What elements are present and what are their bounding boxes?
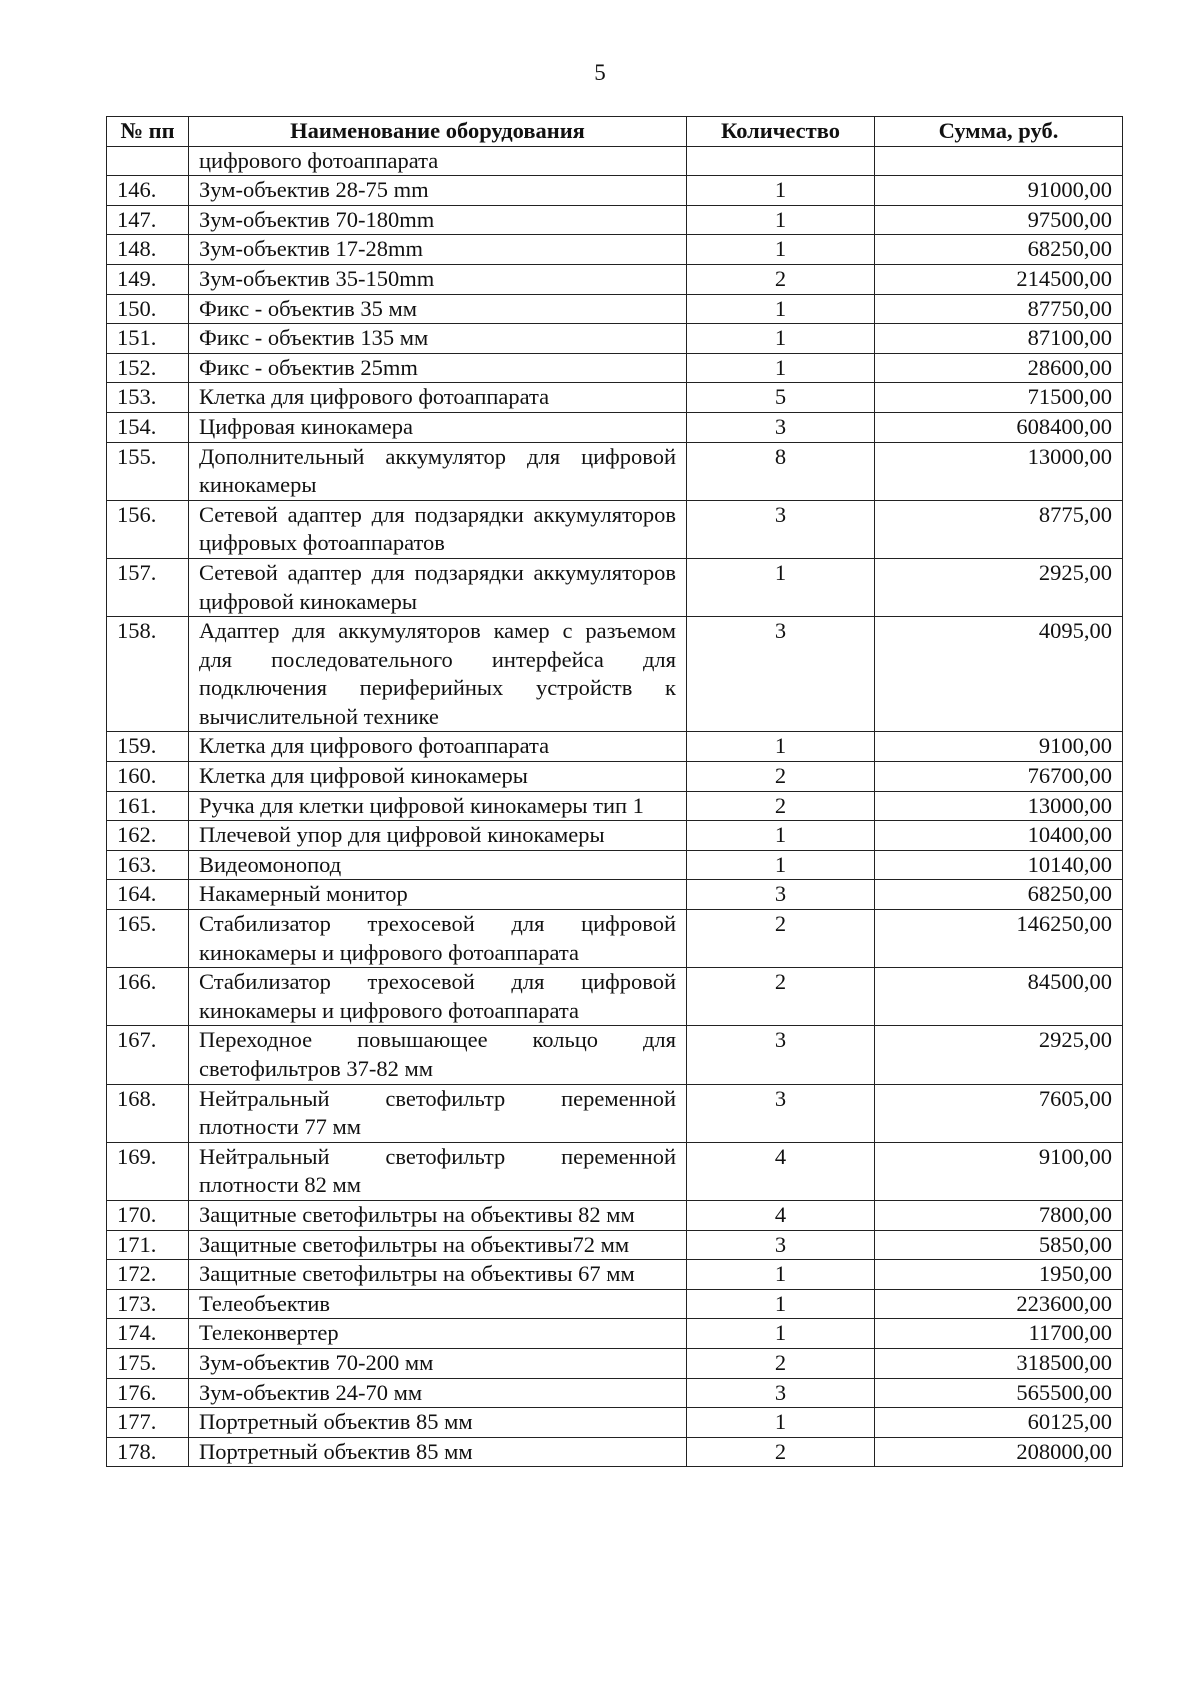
equipment-name-cell: Стабилизатор трехосевой для цифровой кинокамеры и цифрового фотоаппарата <box>189 910 687 968</box>
sum-cell: 28600,00 <box>875 353 1123 383</box>
quantity-cell: 1 <box>687 732 875 762</box>
row-number-cell: 151. <box>107 324 189 354</box>
equipment-name-cell: Плечевой упор для цифровой кинокамеры <box>189 821 687 851</box>
row-number-cell: 176. <box>107 1378 189 1408</box>
sum-cell: 4095,00 <box>875 617 1123 732</box>
table-row <box>107 880 1123 910</box>
table-row <box>107 324 1123 354</box>
quantity-cell: 1 <box>687 850 875 880</box>
row-number-cell: 165. <box>107 910 189 968</box>
row-number-cell: 171. <box>107 1230 189 1260</box>
equipment-name-cell: Защитные светофильтры на объективы72 мм <box>189 1230 687 1260</box>
header-number: № пп <box>107 117 189 147</box>
table-row <box>107 412 1123 442</box>
sum-cell: 2925,00 <box>875 1026 1123 1084</box>
sum-cell: 71500,00 <box>875 383 1123 413</box>
table-row <box>107 910 1123 968</box>
quantity-cell: 1 <box>687 205 875 235</box>
table-row <box>107 762 1123 792</box>
row-number-cell <box>107 146 189 176</box>
equipment-name-cell: Сетевой адаптер для подзарядки аккумуляторов цифровой кинокамеры <box>189 558 687 616</box>
table-row <box>107 1289 1123 1319</box>
quantity-cell: 3 <box>687 880 875 910</box>
quantity-cell: 1 <box>687 558 875 616</box>
quantity-cell: 8 <box>687 442 875 500</box>
sum-cell: 146250,00 <box>875 910 1123 968</box>
sum-cell: 97500,00 <box>875 205 1123 235</box>
quantity-cell: 3 <box>687 500 875 558</box>
row-number-cell: 170. <box>107 1200 189 1230</box>
equipment-name-cell: Защитные светофильтры на объективы 82 мм <box>189 1200 687 1230</box>
row-number-cell: 153. <box>107 383 189 413</box>
quantity-cell: 2 <box>687 968 875 1026</box>
sum-cell: 91000,00 <box>875 176 1123 206</box>
quantity-cell: 1 <box>687 1289 875 1319</box>
sum-cell: 9100,00 <box>875 1142 1123 1200</box>
row-number-cell: 162. <box>107 821 189 851</box>
row-number-cell: 148. <box>107 235 189 265</box>
quantity-cell: 1 <box>687 324 875 354</box>
quantity-cell: 2 <box>687 1348 875 1378</box>
sum-cell: 84500,00 <box>875 968 1123 1026</box>
equipment-name-cell: Цифровая кинокамера <box>189 412 687 442</box>
quantity-cell: 3 <box>687 617 875 732</box>
row-number-cell: 150. <box>107 294 189 324</box>
table-body <box>107 146 1123 1467</box>
page-number: 5 <box>594 60 606 85</box>
row-number-cell: 163. <box>107 850 189 880</box>
sum-cell: 1950,00 <box>875 1260 1123 1290</box>
quantity-cell: 3 <box>687 1084 875 1142</box>
equipment-name-cell: Клетка для цифровой кинокамеры <box>189 762 687 792</box>
equipment-name-cell: Телеконвертер <box>189 1319 687 1349</box>
row-number-cell: 157. <box>107 558 189 616</box>
row-number-cell: 168. <box>107 1084 189 1142</box>
equipment-table <box>106 116 1123 1467</box>
equipment-name-cell: Фикс - объектив 25mm <box>189 353 687 383</box>
sum-cell <box>875 146 1123 176</box>
quantity-cell: 3 <box>687 1026 875 1084</box>
quantity-cell: 2 <box>687 910 875 968</box>
table-row <box>107 1084 1123 1142</box>
table-row <box>107 558 1123 616</box>
table-row <box>107 1437 1123 1467</box>
sum-cell: 68250,00 <box>875 235 1123 265</box>
equipment-name-cell: Сетевой адаптер для подзарядки аккумуляторов цифровых фотоаппаратов <box>189 500 687 558</box>
table-row <box>107 791 1123 821</box>
table-row <box>107 1200 1123 1230</box>
quantity-cell: 1 <box>687 294 875 324</box>
sum-cell: 318500,00 <box>875 1348 1123 1378</box>
quantity-cell: 2 <box>687 791 875 821</box>
sum-cell: 87100,00 <box>875 324 1123 354</box>
row-number-cell: 159. <box>107 732 189 762</box>
row-number-cell: 158. <box>107 617 189 732</box>
equipment-name-cell: Фикс - объектив 35 мм <box>189 294 687 324</box>
table-row <box>107 732 1123 762</box>
equipment-name-cell: Видеомонопод <box>189 850 687 880</box>
quantity-cell: 4 <box>687 1142 875 1200</box>
equipment-name-cell: цифрового фотоаппарата <box>189 146 687 176</box>
equipment-name-cell: Защитные светофильтры на объективы 67 мм <box>189 1260 687 1290</box>
row-number-cell: 164. <box>107 880 189 910</box>
sum-cell: 87750,00 <box>875 294 1123 324</box>
table-row <box>107 205 1123 235</box>
row-number-cell: 149. <box>107 264 189 294</box>
row-number-cell: 175. <box>107 1348 189 1378</box>
sum-cell: 11700,00 <box>875 1319 1123 1349</box>
sum-cell: 8775,00 <box>875 500 1123 558</box>
table-row <box>107 1026 1123 1084</box>
sum-cell: 208000,00 <box>875 1437 1123 1467</box>
row-number-cell: 152. <box>107 353 189 383</box>
row-number-cell: 172. <box>107 1260 189 1290</box>
table-row <box>107 146 1123 176</box>
equipment-name-cell: Адаптер для аккумуляторов камер с разъемом для последовательного интерфейса для подключения периферийных устройств к вычислительной технике <box>189 617 687 732</box>
equipment-name-cell: Фикс - объектив 135 мм <box>189 324 687 354</box>
header-quantity: Количество <box>687 117 875 147</box>
quantity-cell: 3 <box>687 412 875 442</box>
sum-cell: 10140,00 <box>875 850 1123 880</box>
quantity-cell: 2 <box>687 264 875 294</box>
row-number-cell: 161. <box>107 791 189 821</box>
quantity-cell: 1 <box>687 821 875 851</box>
sum-cell: 608400,00 <box>875 412 1123 442</box>
table-row <box>107 1348 1123 1378</box>
table-row <box>107 353 1123 383</box>
table-row <box>107 264 1123 294</box>
sum-cell: 223600,00 <box>875 1289 1123 1319</box>
row-number-cell: 173. <box>107 1289 189 1319</box>
quantity-cell: 1 <box>687 1260 875 1290</box>
equipment-name-cell: Переходное повышающее кольцо для светофильтров 37-82 мм <box>189 1026 687 1084</box>
table-row <box>107 1378 1123 1408</box>
equipment-name-cell: Нейтральный светофильтр переменной плотности 77 мм <box>189 1084 687 1142</box>
quantity-cell: 3 <box>687 1378 875 1408</box>
header-equipment-name: Наименование оборудования <box>189 117 687 147</box>
equipment-name-cell: Ручка для клетки цифровой кинокамеры тип 1 <box>189 791 687 821</box>
sum-cell: 2925,00 <box>875 558 1123 616</box>
row-number-cell: 160. <box>107 762 189 792</box>
row-number-cell: 166. <box>107 968 189 1026</box>
table-row <box>107 235 1123 265</box>
table-row <box>107 1142 1123 1200</box>
sum-cell: 7800,00 <box>875 1200 1123 1230</box>
table-row <box>107 383 1123 413</box>
header-sum: Сумма, руб. <box>875 117 1123 147</box>
table-row <box>107 850 1123 880</box>
table-row <box>107 1260 1123 1290</box>
equipment-name-cell: Нейтральный светофильтр переменной плотности 82 мм <box>189 1142 687 1200</box>
sum-cell: 13000,00 <box>875 442 1123 500</box>
table-row <box>107 1408 1123 1438</box>
equipment-name-cell: Клетка для цифрового фотоаппарата <box>189 383 687 413</box>
sum-cell: 10400,00 <box>875 821 1123 851</box>
equipment-name-cell: Телеобъектив <box>189 1289 687 1319</box>
equipment-name-cell: Зум-объектив 70-180mm <box>189 205 687 235</box>
equipment-name-cell: Зум-объектив 70-200 мм <box>189 1348 687 1378</box>
quantity-cell: 4 <box>687 1200 875 1230</box>
sum-cell: 60125,00 <box>875 1408 1123 1438</box>
quantity-cell: 5 <box>687 383 875 413</box>
row-number-cell: 156. <box>107 500 189 558</box>
equipment-name-cell: Портретный объектив 85 мм <box>189 1408 687 1438</box>
quantity-cell: 2 <box>687 1437 875 1467</box>
sum-cell: 565500,00 <box>875 1378 1123 1408</box>
row-number-cell: 169. <box>107 1142 189 1200</box>
equipment-name-cell: Стабилизатор трехосевой для цифровой кинокамеры и цифрового фотоаппарата <box>189 968 687 1026</box>
equipment-name-cell: Зум-объектив 35-150mm <box>189 264 687 294</box>
row-number-cell: 167. <box>107 1026 189 1084</box>
quantity-cell: 1 <box>687 353 875 383</box>
row-number-cell: 177. <box>107 1408 189 1438</box>
sum-cell: 214500,00 <box>875 264 1123 294</box>
sum-cell: 68250,00 <box>875 880 1123 910</box>
table-row <box>107 1230 1123 1260</box>
equipment-name-cell: Клетка для цифрового фотоаппарата <box>189 732 687 762</box>
equipment-name-cell: Портретный объектив 85 мм <box>189 1437 687 1467</box>
equipment-name-cell: Зум-объектив 28-75 mm <box>189 176 687 206</box>
quantity-cell: 2 <box>687 762 875 792</box>
row-number-cell: 146. <box>107 176 189 206</box>
equipment-name-cell: Накамерный монитор <box>189 880 687 910</box>
row-number-cell: 178. <box>107 1437 189 1467</box>
table-row <box>107 294 1123 324</box>
quantity-cell: 3 <box>687 1230 875 1260</box>
table-row <box>107 821 1123 851</box>
table-row <box>107 176 1123 206</box>
equipment-name-cell: Зум-объектив 24-70 мм <box>189 1378 687 1408</box>
quantity-cell: 1 <box>687 176 875 206</box>
table-row <box>107 442 1123 500</box>
row-number-cell: 147. <box>107 205 189 235</box>
table-row <box>107 617 1123 732</box>
quantity-cell <box>687 146 875 176</box>
sum-cell: 7605,00 <box>875 1084 1123 1142</box>
sum-cell: 13000,00 <box>875 791 1123 821</box>
table-row <box>107 968 1123 1026</box>
sum-cell: 5850,00 <box>875 1230 1123 1260</box>
row-number-cell: 155. <box>107 442 189 500</box>
table-row <box>107 1319 1123 1349</box>
table-row <box>107 500 1123 558</box>
equipment-name-cell: Дополнительный аккумулятор для цифровой кинокамеры <box>189 442 687 500</box>
row-number-cell: 174. <box>107 1319 189 1349</box>
quantity-cell: 1 <box>687 1319 875 1349</box>
table-header-row <box>107 117 1123 147</box>
quantity-cell: 1 <box>687 235 875 265</box>
sum-cell: 9100,00 <box>875 732 1123 762</box>
quantity-cell: 1 <box>687 1408 875 1438</box>
sum-cell: 76700,00 <box>875 762 1123 792</box>
equipment-name-cell: Зум-объектив 17-28mm <box>189 235 687 265</box>
row-number-cell: 154. <box>107 412 189 442</box>
